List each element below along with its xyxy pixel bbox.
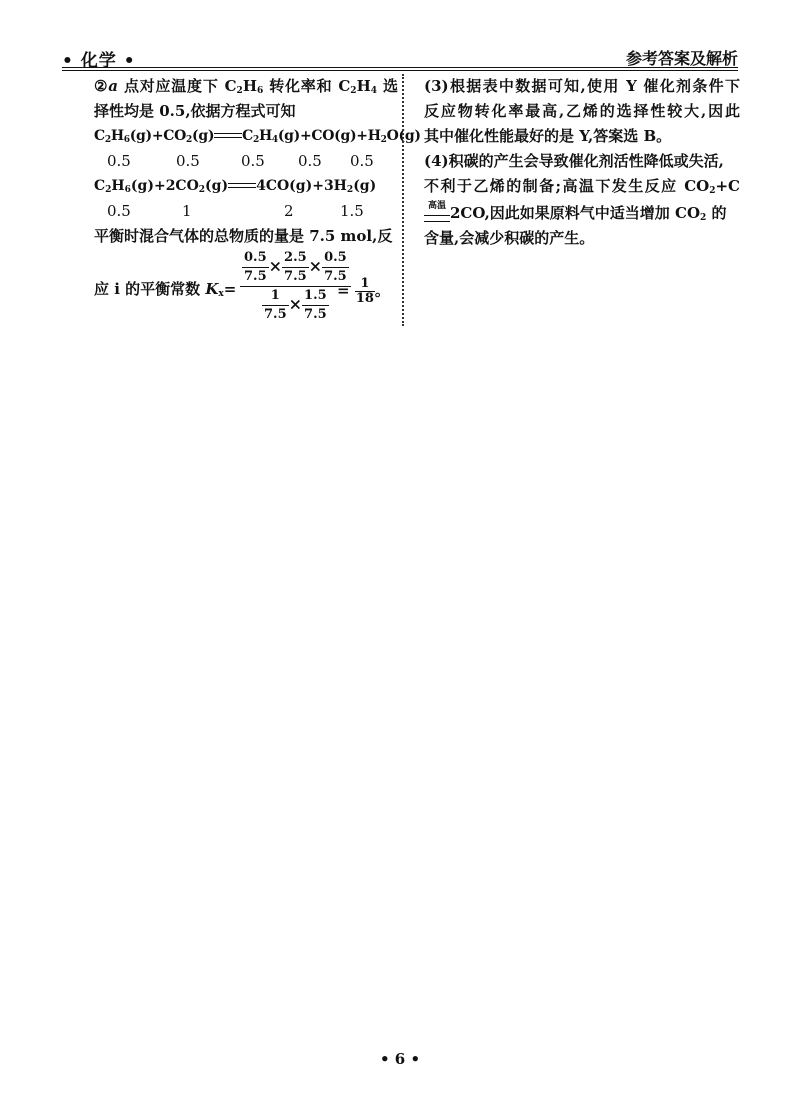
equilibrium-constant-formula: 应 i 的平衡常数 $K_x=$ $\frac{0.5}{7.5}$ × $\frac{2.5}{7.5}$ × $\frac{0.5}{7.5}$ $\frac{1}{7.5}$ × $\frac{1.5}{7.5}$ = $\frac{1}{18}$ 。 — [94, 250, 390, 322]
text-line: 平衡时混合气体的总物质的量是 7.5 mol,反 — [94, 227, 393, 245]
text-line: (4)积碳的产生会导致催化剂活性降低或失活, — [424, 152, 724, 170]
page-number: • 6 • — [379, 1050, 421, 1068]
high-temp-equals: 高温 — [424, 203, 450, 225]
header-rule-thin — [62, 70, 738, 71]
subject-label: • 化学 • — [62, 51, 136, 71]
equation-1-amounts: 0.5 0.5 0.5 0.5 0.5 — [107, 152, 374, 170]
equation-1: $C_2H_6(g)+CO_2(g)$ $C_2H_4(g)+CO(g)+H_2O(g)$ — [94, 128, 421, 145]
text-line: 不利于乙烯的制备;高温下发生反应 $CO_2+C$ — [424, 177, 740, 196]
reversible-arrow — [228, 181, 256, 191]
equation-2: $C_2H_6(g)+2CO_2(g)$ $4CO(g)+3H_2(g)$ — [94, 178, 377, 195]
equation-2-amounts: 0.5 1 2 1.5 — [107, 202, 364, 220]
text-line: 其中催化性能最好的是 Y,答案选 B。 — [424, 127, 672, 145]
section-label: 参考答案及解析 — [625, 49, 738, 68]
text-line: 含量,会减少积碳的产生。 — [424, 229, 595, 247]
text-line: 择性均是 0.5,依据方程式可知 — [94, 102, 296, 120]
text-line: 高温 2CO,因此如果原料气中适当增加 $CO_2$ 的 — [424, 201, 740, 226]
text-line: (3)根据表中数据可知,使用 Y 催化剂条件下 — [424, 77, 740, 95]
page-header — [62, 46, 738, 71]
text-line: ②a 点对应温度下 $C_2H_6$ 转化率和 $C_2H_4$ 选 — [94, 77, 399, 96]
reversible-arrow — [214, 131, 242, 141]
header-rule — [62, 67, 738, 68]
main-fraction: $\frac{0.5}{7.5}$ × $\frac{2.5}{7.5}$ × $\frac{0.5}{7.5}$ $\frac{1}{7.5}$ × $\frac{1.5}{7.5}$ — [240, 251, 351, 322]
right-column — [424, 74, 740, 251]
left-column — [94, 74, 421, 331]
result-fraction: $\frac{1}{18}$ — [355, 276, 374, 306]
column-divider — [402, 74, 404, 326]
text-line: 反应物转化率最高,乙烯的选择性较大,因此 — [424, 102, 740, 120]
